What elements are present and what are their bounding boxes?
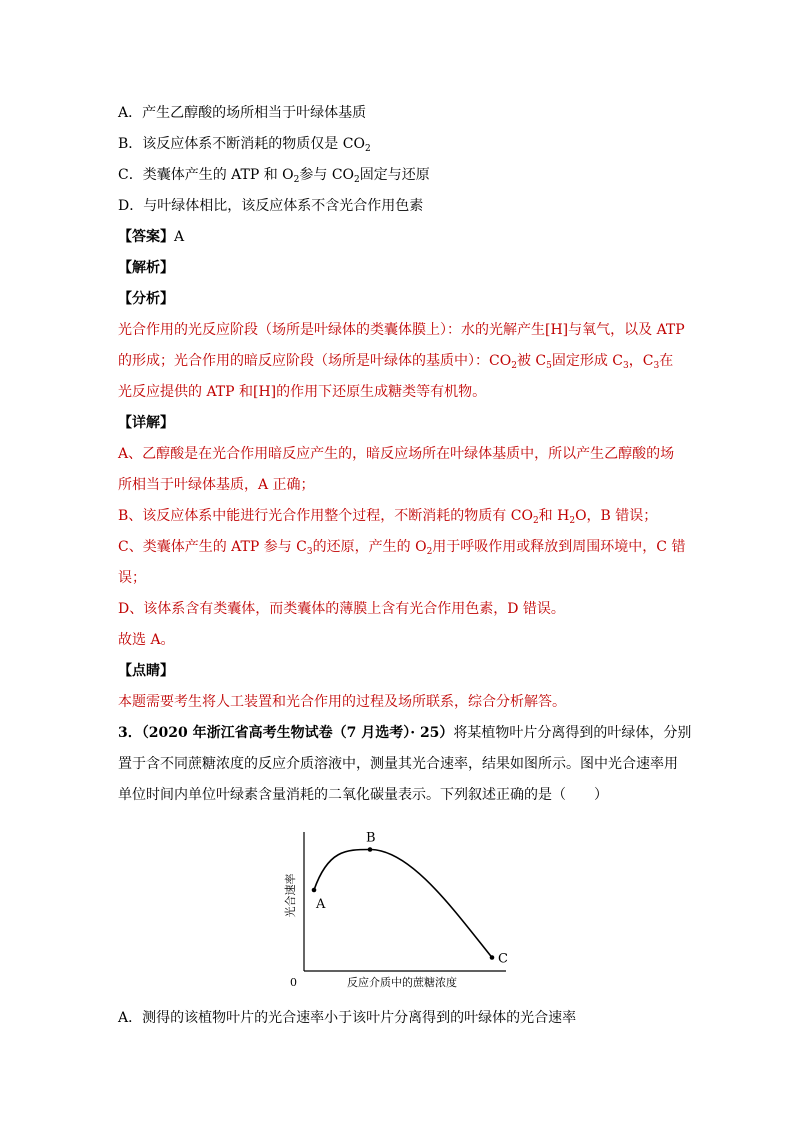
subscript: 2 [364,144,371,154]
data-point-b [368,847,373,852]
x-axis-label: 反应介质中的蔗糖浓度 [347,976,457,989]
xiangjie-text: B、该反应体系中能进行光合作用整个过程，不断消耗的物质有 CO [118,508,533,524]
fenxi-text: ，C [628,353,654,369]
q3-line-3: 单位时间内单位叶绿素含量消耗的二氧化碳量表示。下列叙述正确的是（ ） [118,787,608,803]
subscript: 3 [623,361,629,371]
dianjing-text: 本题需要考生将人工装置和光合作用的过程及场所联系，综合分析解答。 [118,694,566,710]
xiangjie-text: C、类囊体产生的 ATP 参与 C [118,539,307,555]
q3-text: 将某植物叶片分离得到的叶绿体，分别 [453,725,692,741]
data-point-c [490,955,495,960]
data-point-a [312,888,317,893]
photosynthesis-chart [274,828,534,998]
q3-line-1 [118,723,691,743]
xiangjie-b [118,506,657,526]
xiangjie-a-2: 所相当于叶绿体基质，A 正确； [118,477,315,493]
xiangjie-d: D、该体系含有类囊体，而类囊体的薄膜上含有光合作用色素，D 错误。 [118,601,565,617]
y-axis-label: 光合速率 [284,873,297,918]
subscript: 3 [653,361,660,371]
subscript: 3 [306,547,313,557]
analysis-label: 【解析】 [118,260,174,276]
subscript: 2 [354,175,360,185]
conclusion: 故选 A。 [118,632,175,648]
point-label-b: B [366,830,376,846]
answer-value: A [174,229,185,245]
series-line [314,850,492,958]
option-b-text: B．该反应体系不断消耗的物质仅是 CO [118,136,365,152]
option-c-text: 参与 CO [299,167,355,183]
xiangjie-text: O，B 错误； [575,508,658,524]
fenxi-line-1: 光合作用的光反应阶段（场所是叶绿体的类囊体膜上）：水的光解产生[H]与氧气，以及 ATP [118,322,685,338]
fenxi-text: 被 C [516,353,547,369]
subscript: 2 [511,361,517,371]
fenxi-text: 的形成；光合作用的暗反应阶段（场所是叶绿体的基质中）：CO [118,353,512,369]
xiangjie-text: 和 H [538,508,570,524]
fenxi-line-3: 光反应提供的 ATP 和[H]的作用下还原生成糖类等有机物。 [118,384,487,400]
subscript: 2 [426,547,433,557]
xiangjie-text: 的还原，产生的 O [312,539,427,555]
answer-line [118,227,184,247]
fenxi-label: 【分析】 [118,291,174,307]
q3-option-a: A．测得的该植物叶片的光合速率小于该叶片分离得到的叶绿体的光合速率 [118,1010,577,1026]
xiangjie-label: 【详解】 [118,415,174,431]
subscript: 2 [569,516,576,526]
subscript: 2 [293,175,300,185]
option-a: A．产生乙醇酸的场所相当于叶绿体基质 [118,105,367,121]
xiangjie-a-1: A、乙醇酸是在光合作用暗反应产生的，暗反应场所在叶绿体基质中，所以产生乙醇酸的场 [118,446,675,462]
option-c-text: 固定与还原 [359,167,430,183]
q3-source: 3．（2020 年浙江省高考生物试卷（7 月选考）· 25） [118,725,454,741]
xiangjie-c-2: 误； [118,570,146,586]
dianjing-label: 【点睛】 [118,663,174,679]
point-label-a: A [316,897,326,912]
subscript: 5 [546,361,552,371]
fenxi-line-2 [118,351,673,371]
xiangjie-c-1 [118,537,685,557]
option-c [118,165,430,185]
origin-label: 0 [290,976,297,989]
xiangjie-text: 用于呼吸作用或释放到周围环境中，C 错 [432,539,686,555]
point-label-c: C [498,951,508,967]
fenxi-text: 在 [659,353,674,369]
answer-label: 【答案】 [118,229,174,245]
q3-line-2: 置于含不同蔗糖浓度的反应介质溶液中，测量其光合速率，结果如图所示。图中光合速率用 [118,756,678,772]
fenxi-text: 固定形成 C [551,353,624,369]
option-d: D．与叶绿体相比，该反应体系不含光合作用色素 [118,198,424,214]
subscript: 2 [532,516,539,526]
option-c-text: C．类囊体产生的 ATP 和 O [118,167,294,183]
option-b [118,134,371,154]
